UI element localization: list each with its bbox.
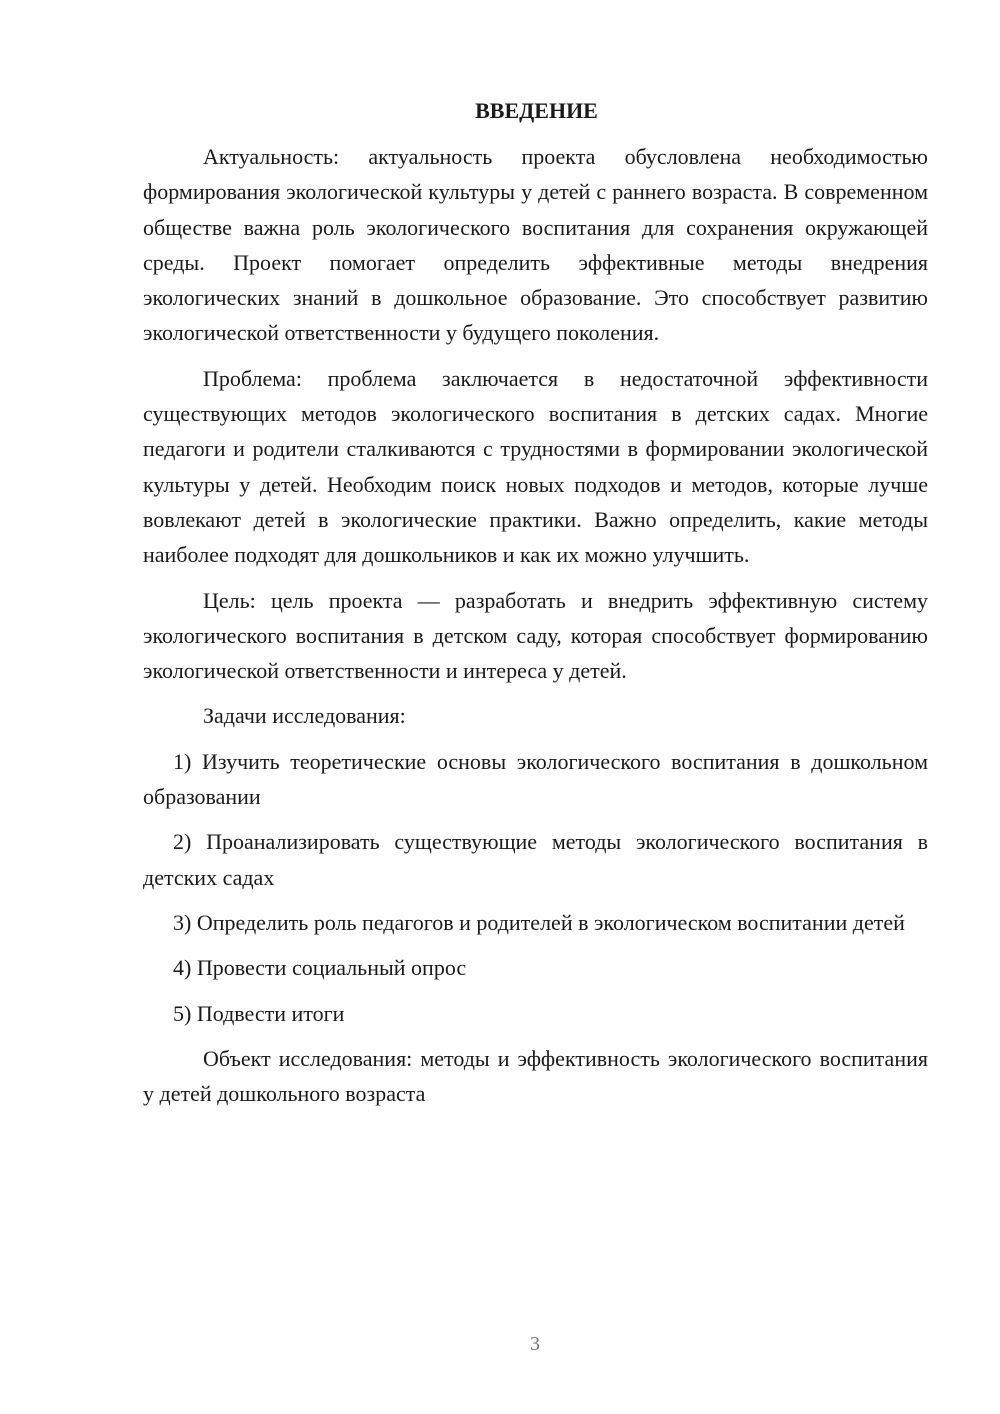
page-number: 3 [530,1333,540,1355]
relevance-paragraph: Актуальность: актуальность проекта обусловлена необходимостью формирования экологической культуры у детей с раннего возраста. В современном обществе важна роль экологического воспитания для сохранения окружающей среды. Проект помогает определить эффективные методы внедрения экологических знаний в дошкольное образование. Это способствует развитию экологической ответственности у будущего поколения. [143,144,928,346]
task-item: 2) Проанализировать существующие методы экологического воспитания в детских садах [143,829,928,890]
section-heading: ВВЕДЕНИЕ [475,98,598,123]
task-item: 5) Подвести итоги [173,1000,345,1026]
task-item: 1) Изучить теоретические основы экологического воспитания в дошкольном образовании [143,748,928,810]
document-page [143,95,928,1121]
tasks-list [143,744,928,1031]
goal-paragraph: Цель: цель проекта — разработать и внедрить эффективную систему экологического воспитания в детском саду, которая способствует формированию экологической ответственности и интереса у детей. [143,587,928,684]
problem-paragraph: Проблема: проблема заключается в недостаточной эффективности существующих методов экологического воспитания в детских садах. Многие педагоги и родители сталкиваются с трудностями в формировании экологической культуры у детей. Необходим поиск новых подходов и методов, которые лучше вовлекают детей в экологические практики. Важно определить, какие методы наиболее подходят для дошкольников и как их можно улучшить. [143,365,928,568]
tasks-title: Задачи исследования: [203,703,406,729]
object-paragraph: Объект исследования: методы и эффективность экологического воспитания у детей дошкольного возраста [143,1045,928,1107]
task-item: 3) Определить роль педагогов и родителей в экологическом воспитании детей [173,909,905,935]
task-item: 4) Провести социальный опрос [173,955,467,981]
